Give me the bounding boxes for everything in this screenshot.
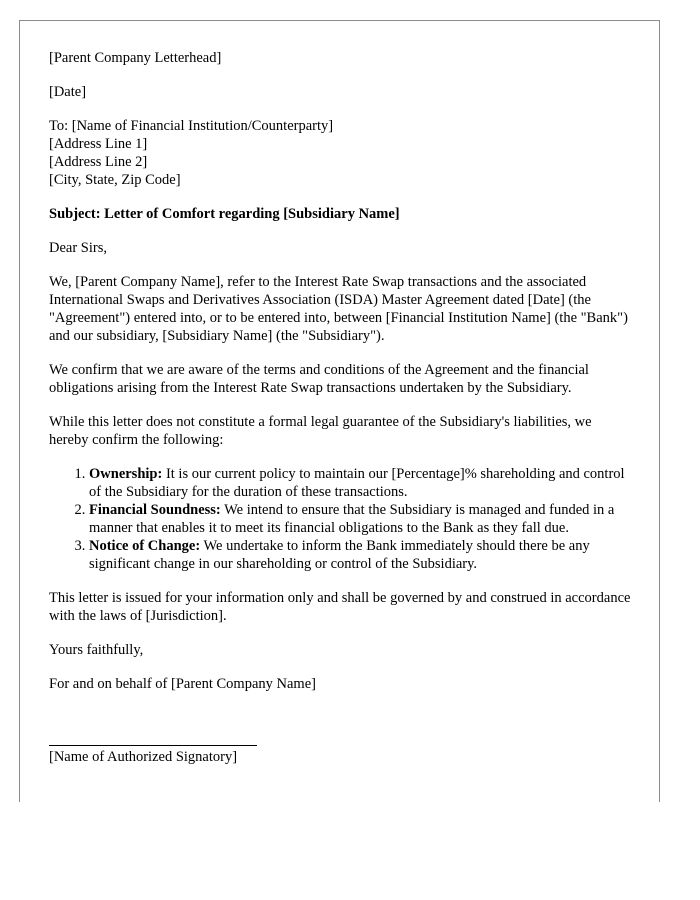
subject-line: Subject: Letter of Comfort regarding [Subsidiary Name] bbox=[49, 206, 400, 222]
recipient-address-line-1: [Address Line 1] bbox=[49, 136, 148, 152]
signature-space bbox=[49, 709, 631, 745]
list-item-term: Ownership: bbox=[89, 466, 163, 482]
recipient-address bbox=[49, 117, 631, 189]
list-item-term: Financial Soundness: bbox=[89, 502, 221, 518]
paragraph-intro: We, [Parent Company Name], refer to the Interest Rate Swap transactions and the associated International Swaps and Derivatives Association (ISDA) Master Agreement dated [Date] (the "Agreement") entered into, or to be entered into, between [Financial Institution Name] (the "Bank") and our subsidiary, [Subsidiary Name] (the "Subsidiary"). bbox=[49, 274, 628, 344]
list-item-financial-soundness bbox=[89, 501, 631, 537]
letter-page bbox=[19, 20, 660, 802]
recipient-to: To: [Name of Financial Institution/Counterparty] bbox=[49, 118, 334, 134]
list-item-text: We intend to ensure that the Subsidiary is managed and funded in a manner that enables it to meet its financial obligations to the Bank as they fall due. bbox=[89, 502, 615, 536]
recipient-address-line-2: [Address Line 2] bbox=[49, 154, 148, 170]
closing-paragraph: This letter is issued for your information only and shall be governed by and construed in accordance with the laws of [Jurisdiction]. bbox=[49, 590, 631, 624]
signature-line bbox=[49, 745, 257, 746]
list-item-text: We undertake to inform the Bank immediately should there be any significant change in our shareholding or control of the Subsidiary. bbox=[89, 538, 590, 572]
salutation: Dear Sirs, bbox=[49, 240, 107, 256]
paragraph-confirmation: We confirm that we are aware of the terms and conditions of the Agreement and the financial obligations arising from the Interest Rate Swap transactions undertaken by the Subsidiary. bbox=[49, 362, 589, 396]
on-behalf-line: For and on behalf of [Parent Company Name] bbox=[49, 676, 316, 692]
list-item-notice-of-change bbox=[89, 537, 631, 573]
confirmation-list bbox=[49, 465, 631, 573]
list-item-ownership bbox=[89, 465, 631, 501]
list-item-term: Notice of Change: bbox=[89, 538, 201, 554]
paragraph-not-guarantee: While this letter does not constitute a formal legal guarantee of the Subsidiary's liabilities, we hereby confirm the following: bbox=[49, 414, 592, 448]
signatory-name: [Name of Authorized Signatory] bbox=[49, 749, 238, 765]
letter-date: [Date] bbox=[49, 84, 87, 100]
letterhead: [Parent Company Letterhead] bbox=[49, 50, 222, 66]
valediction: Yours faithfully, bbox=[49, 642, 144, 658]
recipient-city-state-zip: [City, State, Zip Code] bbox=[49, 172, 181, 188]
list-item-text: It is our current policy to maintain our [Percentage]% shareholding and control of the Subsidiary for the duration of these transactions. bbox=[89, 466, 625, 500]
